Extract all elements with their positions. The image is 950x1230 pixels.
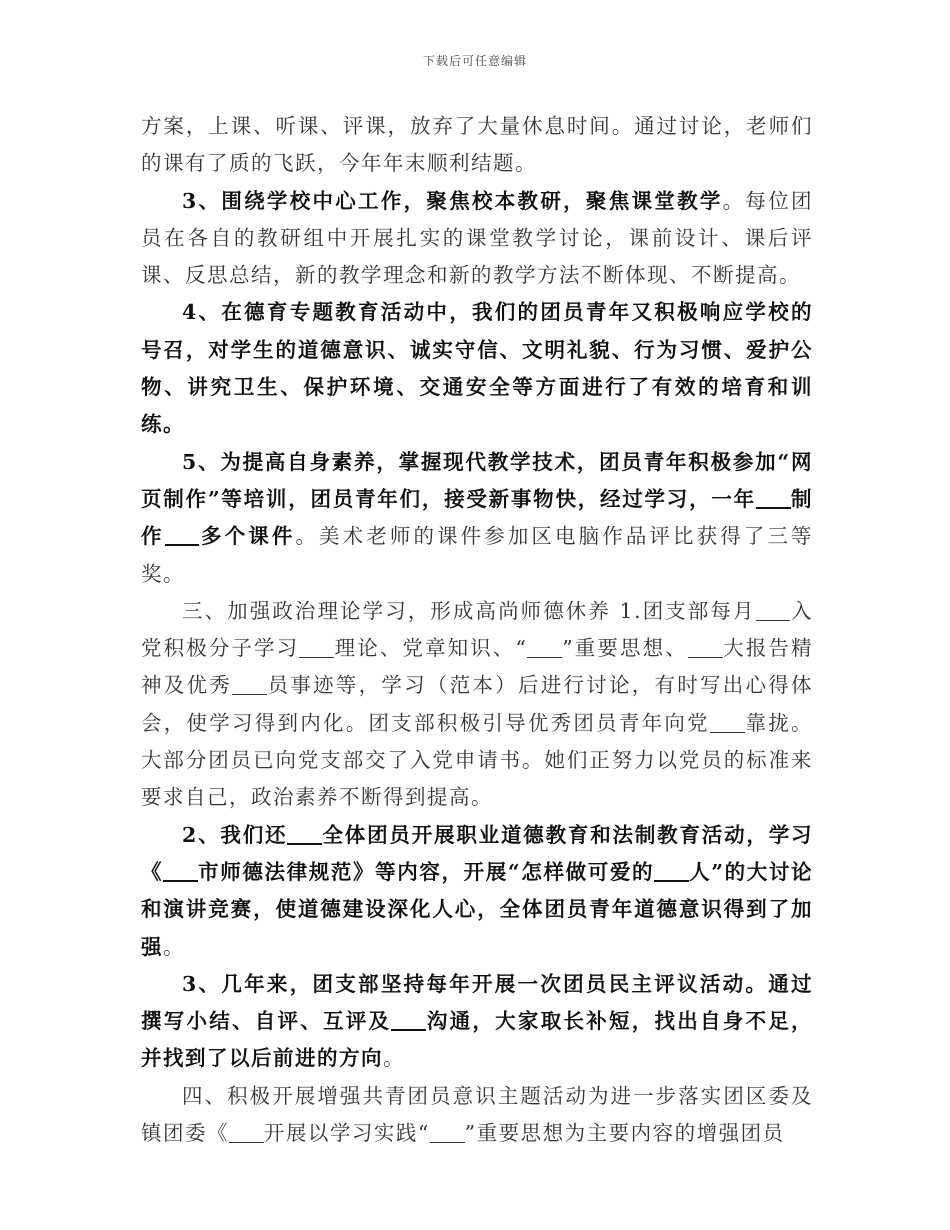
paragraph-7-part-a: 3、几年来，团支部坚持每年开展一次团员民主评议活动。通过撰写小结、自评、互评及 xyxy=(141,971,813,1034)
paragraph-2-body: 。每位团员在各自的教研组中开展扎实的课堂教学讨论，课前设计、课后评课、反思总结，新的教学理念和新的教学方法不断体现、不断提高。 xyxy=(141,188,813,288)
paragraph-4-part-b: 制作 xyxy=(141,486,814,549)
blank-underline xyxy=(527,637,562,659)
paragraph-6-part-d: 人”的大讨论和演讲竞赛，使道德建设深化人心，全体团员青年道德意识得到了加强 xyxy=(141,859,814,959)
paragraph-6-part-a: 2、我们还 xyxy=(182,822,288,847)
paragraph-4-part-c: 多个课件 xyxy=(199,524,296,549)
blank-underline xyxy=(391,1009,426,1032)
paragraph-3: 4、在德育专题教育活动中，我们的团员青年又积极响应学校的号召，对学生的道德意识、诚实守信、文明礼貌、行为习惯、爱护公物、讲究卫生、保护环境、交通安全等方面进行了有效的培育和训练。 xyxy=(141,300,813,437)
paragraph-1: 方案，上课、听课、评课，放弃了大量休息时间。通过讨论，老师们的课有了质的飞跃，今年年末顺利结题。 xyxy=(141,114,813,176)
paragraph-5 xyxy=(141,593,813,817)
paragraph-5-part-a: 三、加强政治理论学习，形成高尚师德休养 1.团支部每月 xyxy=(182,598,756,623)
paragraph-4-part-a: 5、为提高自身素养，掌握现代教学技术，团员青年积极参加“网页制作”等培训，团员青年们，接受新事物快，经过学习，一年 xyxy=(141,449,813,511)
blank-underline xyxy=(287,822,322,845)
blank-underline xyxy=(654,859,689,882)
blank-underline xyxy=(756,486,791,509)
blank-underline xyxy=(229,1122,264,1144)
paragraph-5-part-b: 入党积极分子学习 xyxy=(141,598,813,661)
paragraph-5-part-e: 大报告精神及优秀 xyxy=(141,636,814,698)
paragraph-7-part-b: 沟通，大家取长补短，找出自身不足，并找到了以后前进的方向 xyxy=(141,1009,814,1071)
blank-underline xyxy=(232,674,267,696)
paragraph-5-part-c: 理论、党章知识、“ xyxy=(334,636,528,661)
paragraph-2-heading: 3、围绕学校中心工作，聚焦校本教研，聚焦课堂教学 xyxy=(182,188,723,213)
blank-underline xyxy=(688,637,723,659)
document-body xyxy=(141,108,813,1152)
paragraph-8-part-c: ”重要思想为主要内容的增强团员 xyxy=(464,1121,785,1146)
paragraph-6 xyxy=(141,817,813,966)
paragraph-2 xyxy=(141,183,813,295)
paragraph-4 xyxy=(141,444,813,593)
page-header: 下载后可任意编辑 xyxy=(422,54,527,68)
paragraph-5-part-g: 靠拢。大部分团员已向党支部交了入党申请书。她们正努力以党员的标准来要求自己，政治素养不断得到提高。 xyxy=(141,710,814,810)
paragraph-8-part-b: 开展以学习实践“ xyxy=(263,1121,430,1146)
paragraph-7-part-c: 。 xyxy=(383,1046,405,1071)
paragraph-5-part-f: 员事迹等，学习（范本）后进行讨论，有时写出心得体会，使学习得到内化。团支部积极引导优秀团员青年向党 xyxy=(141,673,814,735)
paragraph-8 xyxy=(141,1078,813,1153)
blank-underline xyxy=(710,711,745,733)
blank-underline xyxy=(756,599,791,621)
paragraph-6-part-c: 市师德法律规范》等内容，开展“怎样做可爱的 xyxy=(197,859,655,884)
paragraph-7 xyxy=(141,966,813,1078)
blank-underline xyxy=(163,859,198,882)
blank-underline xyxy=(299,637,334,659)
blank-underline xyxy=(430,1122,465,1144)
paragraph-6-part-e: 。 xyxy=(163,934,185,959)
paragraph-8-part-a: 四、积极开展增强共青团员意识主题活动为进一步落实团区委及镇团委《 xyxy=(141,1083,813,1146)
paragraph-5-part-d: ”重要思想、 xyxy=(562,636,688,661)
paragraph-4-part-d: 。美术老师的课件参加区电脑作品评比获得了三等奖。 xyxy=(141,524,814,586)
paragraph-6-part-b: 全体团员开展职业道德教育和法制教育活动，学习《 xyxy=(141,822,814,884)
blank-underline xyxy=(165,524,200,547)
